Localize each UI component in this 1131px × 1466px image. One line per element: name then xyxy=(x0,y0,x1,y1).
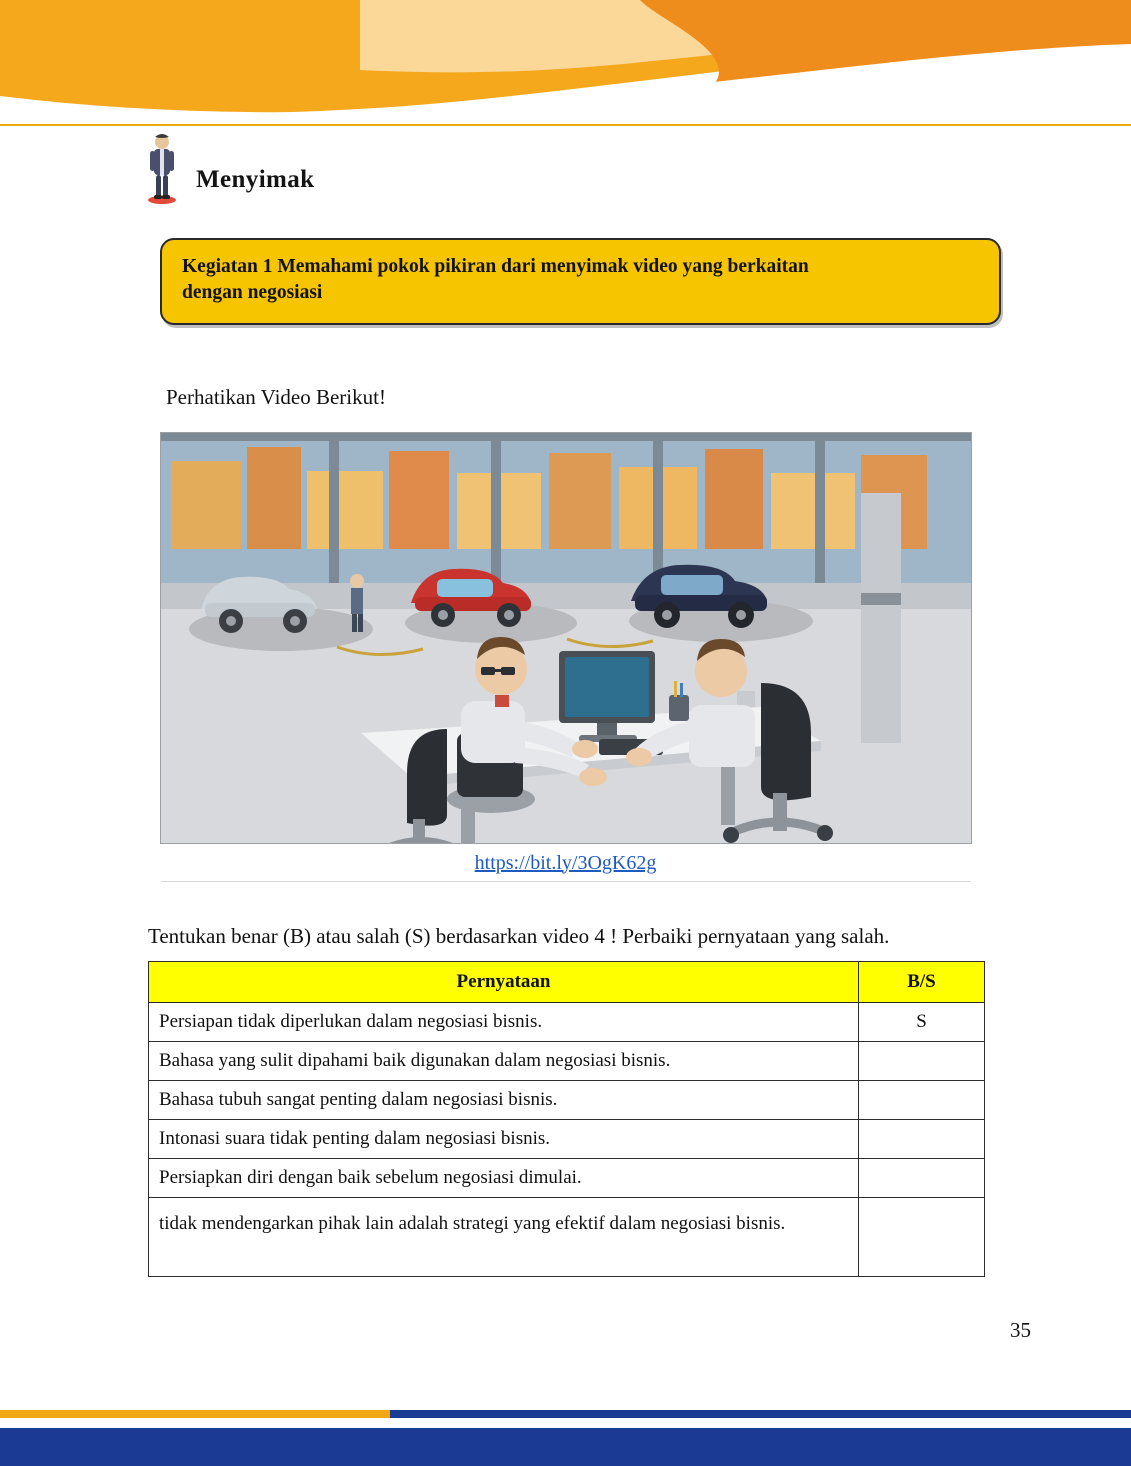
bs-cell[interactable] xyxy=(859,1080,985,1119)
table-row xyxy=(149,1041,985,1080)
statement-cell: Bahasa yang sulit dipahami baik digunakan dalam negosiasi bisnis. xyxy=(149,1041,859,1080)
activity-line-1: Kegiatan 1 Memahami pokok pikiran dari menyimak video yang berkaitan xyxy=(182,256,809,277)
section-heading xyxy=(130,130,1131,210)
footer-decoration xyxy=(0,1396,1131,1466)
table-row xyxy=(149,1197,985,1276)
statement-cell: tidak mendengarkan pihak lain adalah strategi yang efektif dalam negosiasi bisnis. xyxy=(149,1197,859,1276)
bs-cell[interactable]: S xyxy=(859,1002,985,1041)
activity-line-2: dengan negosiasi xyxy=(182,282,323,304)
statement-cell: Persiapkan diri dengan baik sebelum negosiasi dimulai. xyxy=(149,1158,859,1197)
activity-callout xyxy=(160,238,1001,325)
video-thumbnail[interactable] xyxy=(160,432,972,844)
page-number: 35 xyxy=(1010,1318,1031,1342)
statement-cell: Bahasa tubuh sangat penting dalam negosiasi bisnis. xyxy=(149,1080,859,1119)
bs-cell[interactable] xyxy=(859,1158,985,1197)
figure-block xyxy=(0,432,1131,882)
figure-rule xyxy=(161,881,971,882)
statement-cell: Persiapan tidak diperlukan dalam negosiasi bisnis. xyxy=(149,1002,859,1041)
table-row xyxy=(149,1002,985,1041)
true-false-table xyxy=(148,961,985,1277)
bs-cell[interactable] xyxy=(859,1119,985,1158)
table-row xyxy=(149,1119,985,1158)
statement-cell: Intonasi suara tidak penting dalam negosiasi bisnis. xyxy=(149,1119,859,1158)
task-prompt: Tentukan benar (B) atau salah (S) berdasarkan video 4 ! Perbaiki pernyataan yang salah. xyxy=(148,923,890,948)
bs-cell[interactable] xyxy=(859,1197,985,1276)
page-title: Menyimak xyxy=(196,166,315,193)
video-link[interactable]: https://bit.ly/3OgK62g xyxy=(474,851,657,874)
column-header-statement: Pernyataan xyxy=(149,961,859,1002)
instruction-text: Perhatikan Video Berikut! xyxy=(166,384,386,409)
column-header-bs: B/S xyxy=(859,961,985,1002)
bs-cell[interactable] xyxy=(859,1041,985,1080)
table-row xyxy=(149,1080,985,1119)
negotiation-office-illustration xyxy=(161,433,971,843)
standing-person-icon xyxy=(140,132,184,204)
table-row xyxy=(149,1158,985,1197)
top-decoration xyxy=(0,0,1131,130)
table-header-row xyxy=(149,961,985,1002)
header-rule xyxy=(0,124,1131,126)
